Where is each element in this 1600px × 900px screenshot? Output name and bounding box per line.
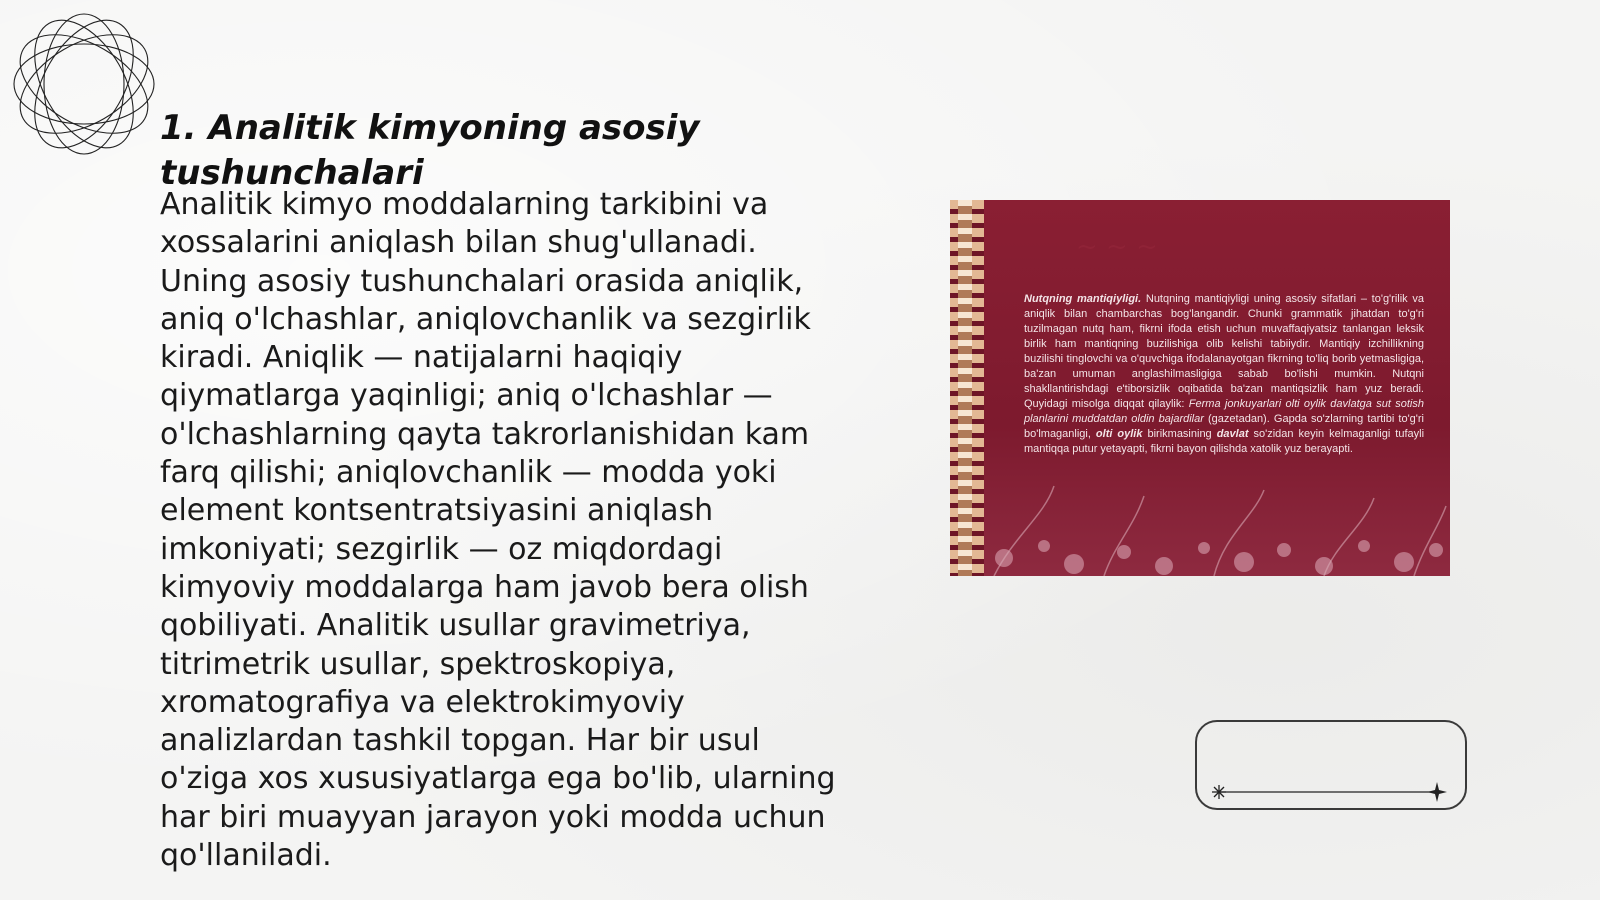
slide-body-text: Analitik kimyo moddalarning tarkibini va xossalarini aniqlash bilan shug'ullanadi. Uning asosiy tushunchalari orasida aniqlik, aniq o'lchashlar, aniqlovchanlik va sezgirlik kiradi. Aniqlik — natijalarni haqiqiy qiymatlarga yaqinligi; aniq o'lchashlar — o'lchashlarning qayta takrorlanishidan kam farq qilishi; aniqlovchanlik — modda yoki element kontsentratsiyasini aniqlash imkoniyati; sezgirlik — oz miqdordagi kimyoviy moddalarga ham javob bera olish qobiliyati. Analitik usullar gravimetriya, titrimetrik usullar, spektroskopiya, xromatografiya va elektrokimyoviy analizlardan tashkil topgan. Har bir usul o'ziga xos xususiyatlarga ega bo'lib, ularning har biri muayyan jarayon yoki modda uchun qo'llaniladi. — [160, 187, 836, 874]
slide-title: 1. Analitik kimyoning asosiy tushunchalari — [160, 108, 700, 193]
notebook-example: Ferma jonkuyarlari olti oylik davlatga sut sotish planlarini muddatdan oldin bajardilar — [1024, 398, 1424, 425]
notebook-image — [950, 200, 1450, 576]
ghost-heading: ~ ~ ~ — [1076, 232, 1158, 262]
decorative-circles-icon — [10, 10, 158, 158]
star-line-icon — [1211, 774, 1451, 804]
notebook-text-after: Gapda so'zlarning tartibi to'g'ri bo'lmaganligi, — [1024, 413, 1425, 440]
notebook-text — [1024, 292, 1424, 457]
caption-frame — [1195, 720, 1467, 810]
notebook-paragraph: Nutqning mantiqiyligi uning asosiy sifatlari – to'g'rilik va aniqlik bilan chambarchas bog'langandir. Chunki grammatik jihatdan to'g'ri tuzilmagan nutq ham, fikrni ifoda etish uchun muvaffaqiyatsiz tanlangan leksik birlik ham mantiqning buzilishiga olib kelishi tabiiydir. Mantiqiy izchillikning buzilishi tinglovchi va o'quvchiga ifodalanayotgan fikrning to'liq borib yetmasligiga, ba'zan umuman anglashilmasligiga sabab bo'lishi mumkin. Nutqni shakllantirishdagi e'tiborsizlik oqibatida ba'zan mantiqsizlik ham yuz beradi. Quyidagi misolga diqqat qilaylik: — [1024, 293, 1424, 410]
notebook-heading: Nutqning mantiqiyligi. — [1024, 293, 1142, 305]
spiral-binding — [950, 200, 984, 576]
notebook-word: davlat — [1216, 428, 1249, 440]
floral-ornament-icon — [984, 476, 1450, 576]
notebook-example-source: (gazetadan). — [1208, 413, 1270, 425]
notebook-phrase: olti oylik — [1095, 428, 1143, 440]
notebook-text-end: so'zidan keyin kelmaganligi tufayli mantiqqa putur yetayapti, fikrni bayon qilishda xatolik yuz berayapti. — [1024, 428, 1425, 455]
notebook-text-mid: birikmasining — [1147, 428, 1212, 440]
